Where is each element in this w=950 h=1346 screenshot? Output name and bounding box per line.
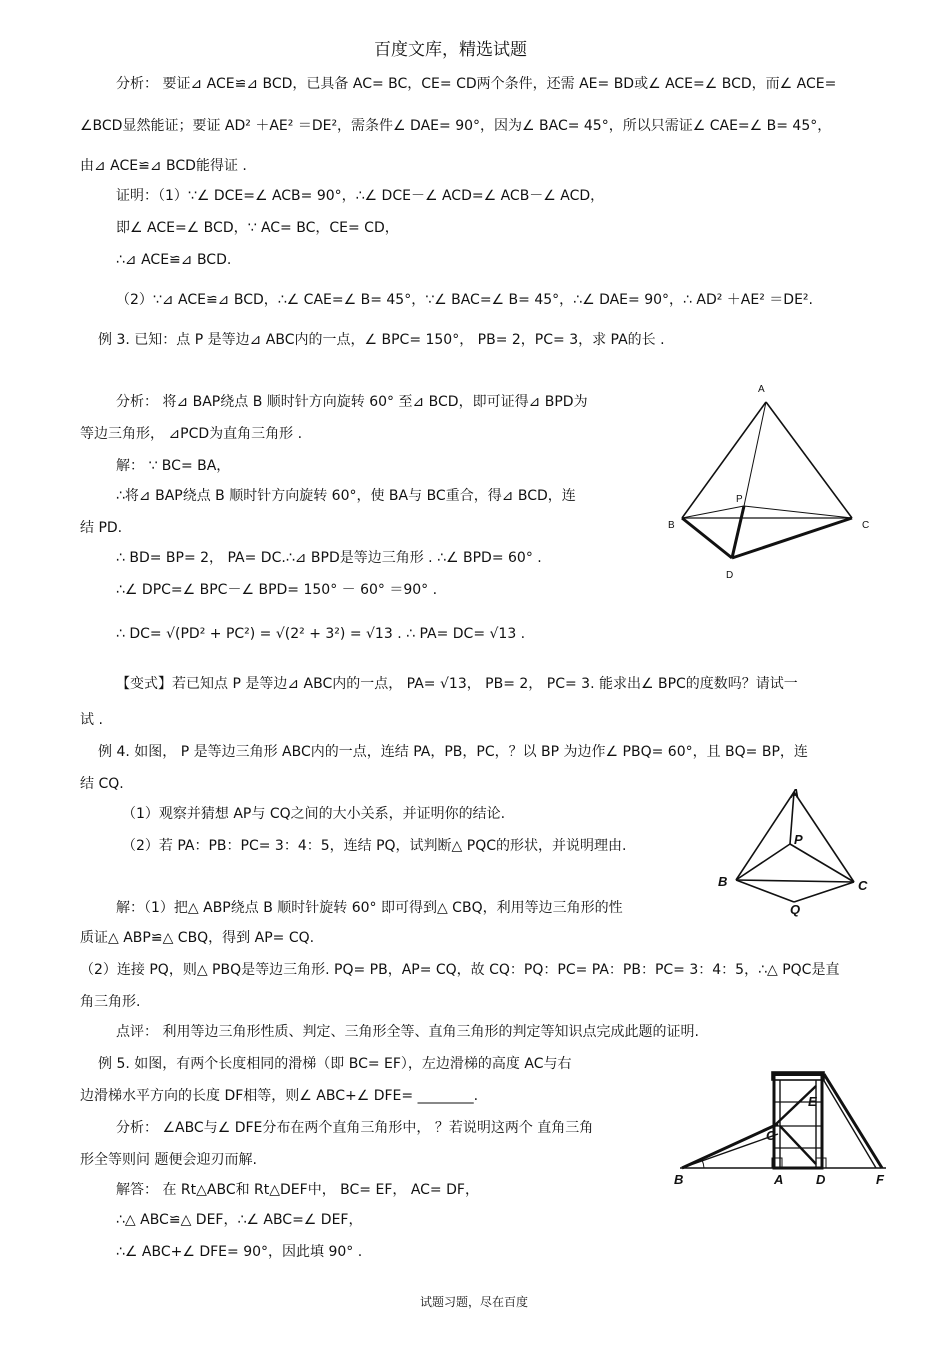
text-line-25: （2）连接 PQ，则△ PBQ是等边三角形. PQ= PB，AP= CQ，故 CQ：PQ：PC= PA：PB：PC= 3：4：5，∴△ PQC是直: [80, 962, 840, 978]
fig2-label-c: C: [858, 878, 868, 893]
text-line-16: ∴ DC= √(PD² + PC²) = √(2² + 3²) = √13 . ∴ PA= DC= √13 .: [116, 626, 526, 642]
text-line-28: 例 5. 如图，有两个长度相同的滑梯（即 BC= EF），左边滑梯的高度 AC与右: [98, 1056, 572, 1072]
fig2-label-p: P: [794, 832, 803, 847]
text-line-15: ∴∠ DPC=∠ BPC－∠ BPD= 150° － 60° ＝90° .: [116, 582, 438, 598]
fig2-label-a: A: [790, 786, 800, 801]
text-line-20: 结 CQ.: [80, 776, 124, 792]
fig1-label-p: P: [736, 494, 743, 505]
fig3-label-a: A: [774, 1172, 784, 1187]
text-line-18: 试 .: [80, 712, 103, 728]
text-line-3: 由⊿ ACE≌⊿ BCD能得证 .: [80, 158, 247, 174]
text-line-29: 边滑梯水平方向的长度 DF相等，则∠ ABC+∠ DFE= ________.: [80, 1088, 479, 1104]
page-title: 百度文库，精选试题: [374, 40, 527, 60]
text-line-9: 分析： 将⊿ BAP绕点 B 顺时针方向旋转 60° 至⊿ BCD，即可证得⊿ BPD为: [116, 394, 588, 410]
text-line-30: 分析： ∠ABC与∠ DFE分布在两个直角三角形中， ？若说明这两个 直角三角: [116, 1120, 594, 1136]
text-line-2: ∠BCD显然能证；要证 AD² ＋AE² ＝DE²，需条件∠ DAE= 90°，因为∠ BAC= 45°，所以只需证∠ CAE=∠ B= 45°，: [80, 118, 832, 134]
text-line-6: ∴⊿ ACE≌⊿ BCD.: [116, 252, 232, 268]
text-line-23: 解：（1）把△ ABP绕点 B 顺时针旋转 60° 即可得到△ CBQ，利用等边三角形的性: [116, 900, 623, 916]
text-line-10: 等边三角形， ⊿PCD为直角三角形 .: [80, 426, 303, 442]
text-line-12: ∴将⊿ BAP绕点 B 顺时针方向旋转 60°，使 BA与 BC重合，得⊿ BCD，连: [116, 488, 576, 504]
fig3-label-d: D: [816, 1172, 826, 1187]
text-line-7: （2）∵⊿ ACE≌⊿ BCD，∴∠ CAE=∠ B= 45°，∵∠ BAC=∠ B= 45°，∴∠ DAE= 90°，∴ AD² ＋AE² ＝DE².: [116, 292, 813, 308]
text-line-22: （2）若 PA：PB：PC= 3：4：5，连结 PQ，试判断△ PQC的形状，并说明理由.: [122, 838, 627, 854]
text-line-34: ∴∠ ABC+∠ DFE= 90°，因此填 90° .: [116, 1244, 363, 1260]
text-line-32: 解答： 在 Rt△ABC和 Rt△DEF中， BC= EF， AC= DF，: [116, 1182, 479, 1198]
text-line-31: 形全等则问 题便会迎刃而解.: [80, 1152, 257, 1168]
text-line-5: 即∠ ACE=∠ BCD，∵ AC= BC，CE= CD，: [116, 220, 399, 236]
text-line-13: 结 PD.: [80, 520, 123, 536]
text-line-26: 角三角形.: [80, 994, 141, 1010]
text-line-27: 点评： 利用等边三角形性质、判定、三角形全等、直角三角形的判定等知识点完成此题的证明.: [116, 1024, 699, 1040]
figure-triangle-abcpq: [710, 778, 880, 918]
fig3-label-b: B: [674, 1172, 684, 1187]
fig3-label-e: E: [808, 1094, 817, 1109]
figure-slides: [670, 1064, 890, 1194]
fig2-label-b: B: [718, 874, 728, 889]
text-line-19: 例 4. 如图， P 是等边三角形 ABC内的一点，连结 PA，PB，PC，？以 BP 为边作∠ PBQ= 60°，且 BQ= BP，连: [98, 744, 808, 760]
text-line-1: 分析： 要证⊿ ACE≌⊿ BCD，已具备 AC= BC，CE= CD两个条件，还需 AE= BD或∠ ACE=∠ BCD，而∠ ACE=: [116, 76, 837, 92]
text-line-21: （1）观察并猜想 AP与 CQ之间的大小关系，并证明你的结论.: [122, 806, 506, 822]
fig1-label-b: B: [668, 520, 675, 531]
text-line-11: 解： ∵ BC= BA，: [116, 458, 231, 474]
text-line-8: 例 3. 已知：点 P 是等边⊿ ABC内的一点，∠ BPC= 150°， PB= 2，PC= 3，求 PA的长 .: [98, 332, 665, 348]
fig2-label-q: Q: [790, 902, 801, 917]
fig3-label-f: F: [876, 1172, 884, 1187]
text-line-33: ∴△ ABC≌△ DEF，∴∠ ABC=∠ DEF，: [116, 1212, 363, 1228]
text-line-24: 质证△ ABP≌△ CBQ，得到 AP= CQ.: [80, 930, 315, 946]
text-line-14: ∴ BD= BP= 2， PA= DC.∴⊿ BPD是等边三角形 . ∴∠ BPD= 60° .: [116, 550, 542, 566]
figure-rotation-abcpd: [660, 378, 880, 588]
fig1-label-a: A: [758, 384, 765, 395]
page-footer: 试题习题，尽在百度: [420, 1295, 529, 1309]
fig1-label-c: C: [862, 520, 870, 531]
text-line-17: 【变式】若已知点 P 是等边⊿ ABC内的一点， PA= √13， PB= 2， PC= 3. 能求出∠ BPC的度数吗？请试一: [116, 676, 798, 692]
fig1-label-d: D: [726, 570, 734, 581]
text-line-4: 证明：（1）∵∠ DCE=∠ ACB= 90°，∴∠ DCE－∠ ACD=∠ ACB－∠ ACD，: [116, 188, 605, 204]
fig3-label-c: C: [766, 1128, 776, 1143]
